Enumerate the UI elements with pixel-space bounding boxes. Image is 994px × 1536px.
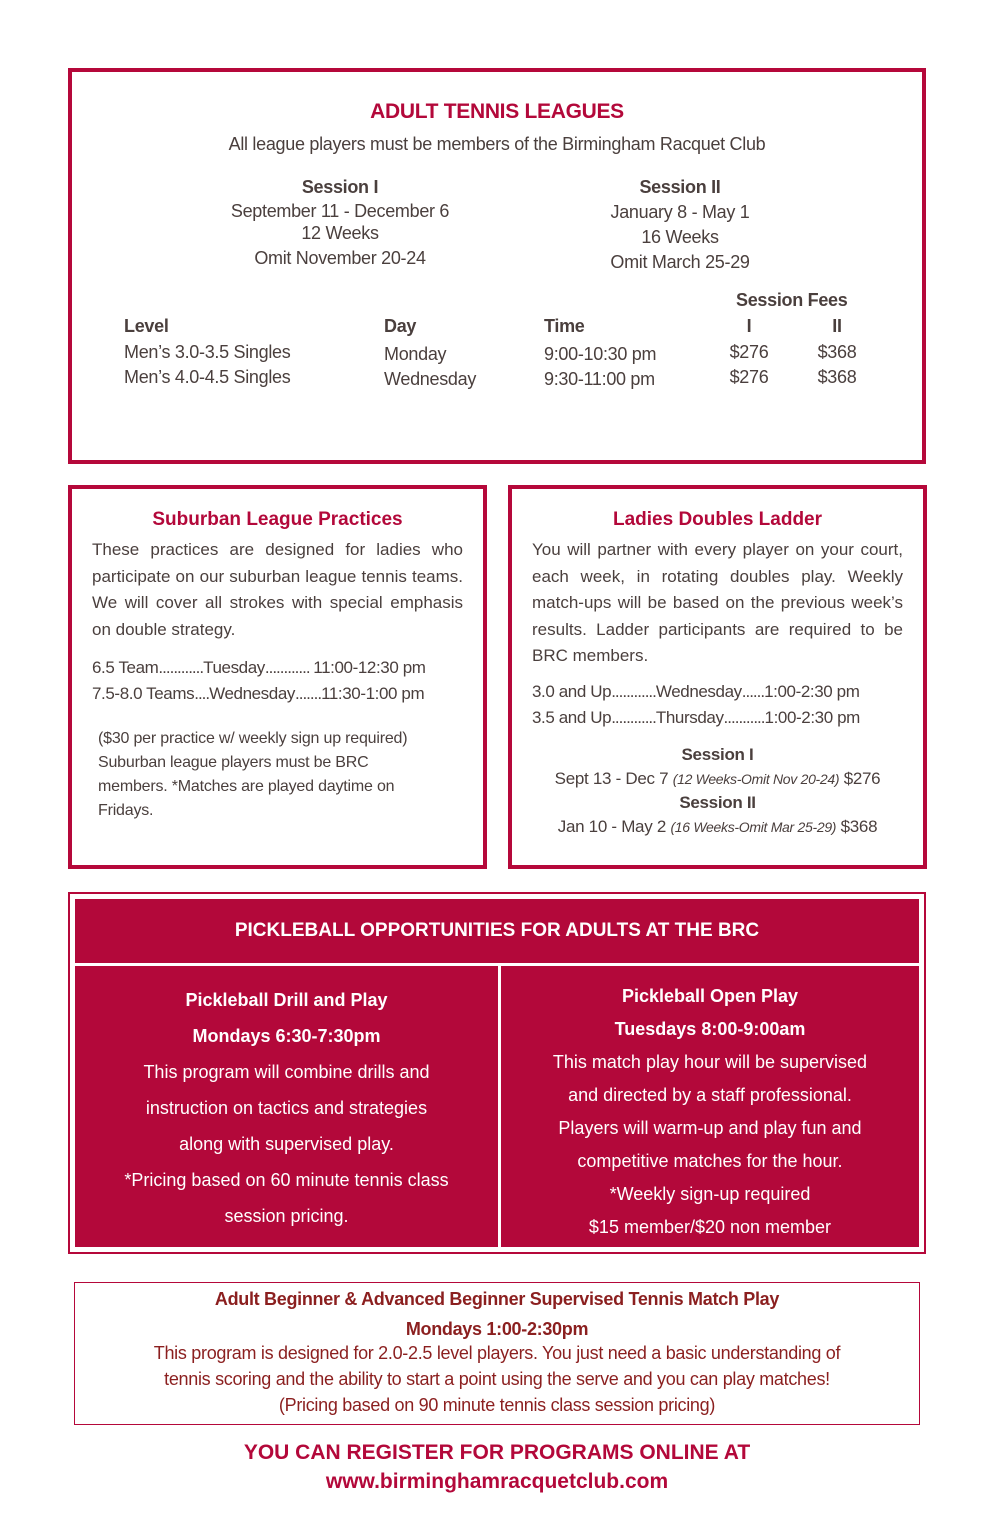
program-schedule: Mondays 6:30-7:30pm <box>192 1026 381 1046</box>
session-line <box>512 767 923 791</box>
pickleball-panel <box>75 899 919 1247</box>
session-line <box>512 815 923 839</box>
session-weeks: 12 Weeks <box>301 223 379 243</box>
program-line: *Weekly sign-up required <box>609 1184 811 1204</box>
session-omit: Omit March 25-29 <box>610 252 750 272</box>
column-header: II <box>832 316 842 336</box>
column-header: I <box>746 316 752 336</box>
session-detail: (12 Weeks-Omit Nov 20-24) <box>672 771 840 787</box>
beginner-description <box>75 1340 919 1392</box>
program-line: This program will combine drills and <box>143 1062 430 1082</box>
note-line: Fridays. <box>98 802 154 819</box>
leader-dots: ............ <box>264 658 314 677</box>
program-title: Pickleball Drill and Play <box>185 990 388 1010</box>
suburban-title: Suburban League Practices <box>152 509 403 530</box>
column-day <box>384 316 476 394</box>
table-cell: 9:00-10:30 pm <box>544 344 657 364</box>
leagues-session-2 <box>530 174 830 275</box>
program-schedule: Tuesdays 8:00-9:00am <box>614 1019 806 1039</box>
program-line: along with supervised play. <box>179 1134 394 1154</box>
column-header: Time <box>544 316 585 336</box>
schedule-row <box>92 681 467 707</box>
session-fees-header: Session Fees <box>736 290 848 310</box>
schedule-day: Thursday <box>655 708 724 727</box>
schedule-row <box>532 705 907 731</box>
description-line: This program is designed for 2.0-2.5 level players. You just need a basic understanding of <box>153 1343 841 1363</box>
program-line: competitive matches for the hour. <box>577 1151 843 1171</box>
session-detail: (16 Weeks-Omit Mar 25-29) <box>670 819 837 835</box>
suburban-league-box <box>68 485 487 869</box>
ladder-title: Ladies Doubles Ladder <box>612 509 823 530</box>
schedule-time: 11:00-12:30 pm <box>313 658 426 677</box>
leader-dots: ...... <box>741 682 765 701</box>
leader-dots: ........... <box>723 708 765 727</box>
table-cell: $368 <box>817 367 857 387</box>
program-line: *Pricing based on 60 minute tennis class <box>124 1170 449 1190</box>
note-line: Suburban league players must be BRC <box>98 754 369 771</box>
ladder-sessions <box>512 743 923 839</box>
session-price: $368 <box>840 817 878 836</box>
session-dates: September 11 - December 6 <box>230 201 450 221</box>
note-line: ($30 per practice w/ weekly sign up required) <box>98 730 408 747</box>
register-footer <box>0 1438 994 1496</box>
website-link[interactable]: www.birminghamracquetclub.com <box>325 1470 669 1493</box>
description-line: tennis scoring and the ability to start a point using the serve and you can play matches! <box>164 1369 830 1389</box>
column-fee-session-1 <box>724 316 774 392</box>
program-line: $15 member/$20 non member <box>588 1217 832 1237</box>
note-line: members. *Matches are played daytime on <box>98 778 395 795</box>
program-title: Pickleball Open Play <box>621 986 799 1006</box>
session-dates: Sept 13 - Dec 7 <box>554 769 669 788</box>
leagues-session-1 <box>190 174 490 269</box>
leagues-subtitle: All league players must be members of the Birmingham Racquet Club <box>228 134 766 154</box>
ladder-schedule <box>532 679 907 731</box>
column-header: Day <box>384 316 417 336</box>
schedule-day: Wednesday <box>209 684 295 703</box>
ladies-doubles-ladder-box <box>508 485 927 869</box>
table-cell: Men’s 3.0-3.5 Singles <box>124 342 291 362</box>
program-line: instruction on tactics and strategies <box>145 1098 428 1118</box>
schedule-time: 1:00-2:30 pm <box>764 708 860 727</box>
schedule-group: 3.5 and Up <box>532 708 612 727</box>
schedule-group: 7.5-8.0 Teams <box>92 684 195 703</box>
suburban-schedule <box>92 655 467 707</box>
table-cell: $276 <box>729 367 769 387</box>
schedule-group: 3.0 and Up <box>532 682 612 701</box>
leader-dots: ............ <box>158 658 204 677</box>
column-fee-session-2 <box>812 316 862 392</box>
suburban-note <box>98 727 463 823</box>
adult-tennis-leagues-box <box>68 68 926 464</box>
ladder-description: You will partner with every player on your court, each week, in rotating doubles play. Weekly match-ups will be based on the previous week’s results. Ladder participants are required to be BRC members. <box>532 540 903 665</box>
schedule-row <box>532 679 907 705</box>
column-time <box>544 316 656 394</box>
session-heading: Session II <box>639 177 721 197</box>
column-level <box>124 316 290 392</box>
session-heading: Session II <box>679 793 756 812</box>
beginner-title: Adult Beginner & Advanced Beginner Supervised Tennis Match Play <box>214 1289 780 1309</box>
schedule-day: Tuesday <box>203 658 265 677</box>
schedule-row <box>92 655 467 681</box>
table-cell: $368 <box>817 342 857 362</box>
table-cell: $276 <box>729 342 769 362</box>
leader-dots: .... <box>194 684 210 703</box>
pickleball-drill-and-play <box>75 966 498 1247</box>
register-cta: YOU CAN REGISTER FOR PROGRAMS ONLINE AT <box>243 1441 751 1464</box>
pickleball-header: PICKLEBALL OPPORTUNITIES FOR ADULTS AT THE BRC <box>234 920 760 941</box>
beginner-schedule: Mondays 1:00-2:30pm <box>405 1319 589 1339</box>
leagues-title: ADULT TENNIS LEAGUES <box>370 100 624 123</box>
session-dates: January 8 - May 1 <box>610 202 750 222</box>
table-cell: Men’s 4.0-4.5 Singles <box>124 367 291 387</box>
program-line: Players will warm-up and play fun and <box>558 1118 862 1138</box>
pickleball-box <box>68 892 926 1254</box>
session-dates: Jan 10 - May 2 <box>557 817 666 836</box>
column-header: Level <box>124 316 169 336</box>
pickleball-open-play <box>501 966 919 1247</box>
schedule-day: Wednesday <box>655 682 742 701</box>
program-line: session pricing. <box>224 1206 349 1226</box>
session-weeks: 16 Weeks <box>641 227 719 247</box>
session-price: $276 <box>843 769 881 788</box>
program-line: and directed by a staff professional. <box>568 1085 852 1105</box>
leader-dots: ............ <box>611 708 656 727</box>
session-heading: Session I <box>681 745 754 764</box>
table-cell: Monday <box>384 344 447 364</box>
beginner-pricing-note: (Pricing based on 90 minute tennis class session pricing) <box>278 1395 716 1415</box>
session-omit: Omit November 20-24 <box>254 248 426 268</box>
leader-dots: ....... <box>295 684 322 703</box>
table-cell: Wednesday <box>384 369 477 389</box>
schedule-group: 6.5 Team <box>92 658 159 677</box>
schedule-time: 11:30-1:00 pm <box>321 684 425 703</box>
schedule-time: 1:00-2:30 pm <box>764 682 860 701</box>
leader-dots: ............ <box>611 682 656 701</box>
program-line: This match play hour will be supervised <box>552 1052 868 1072</box>
beginner-match-play-box <box>74 1282 920 1425</box>
table-cell: 9:30-11:00 pm <box>544 369 655 389</box>
session-heading: Session I <box>301 177 379 197</box>
suburban-description: These practices are designed for ladies who participate on our suburban league tennis teams. We will cover all strokes with special emphasis on double strategy. <box>92 540 463 639</box>
